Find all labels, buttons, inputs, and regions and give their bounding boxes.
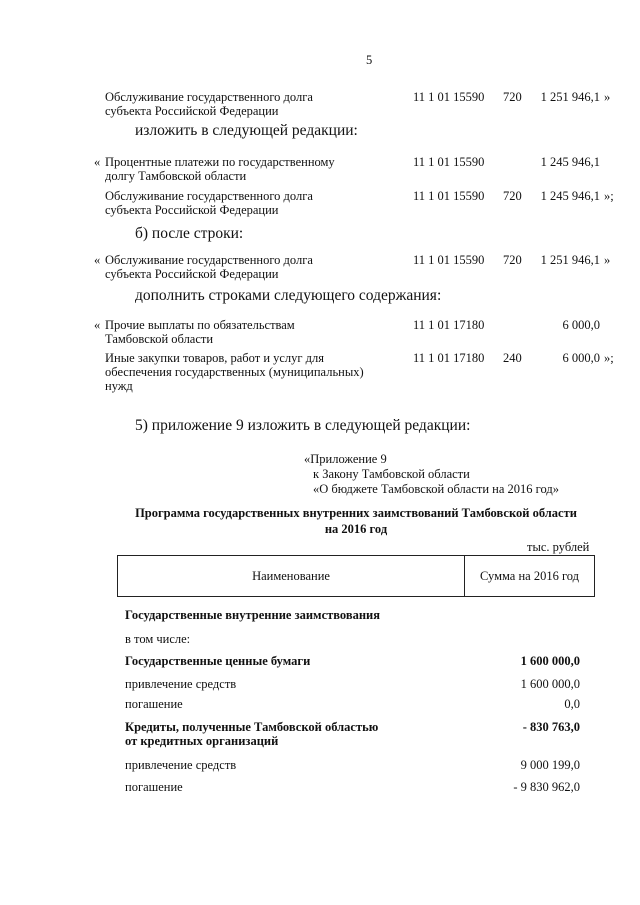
row-amount: 1 245 946,1 bbox=[540, 155, 600, 169]
table-row-value: - 830 763,0 bbox=[522, 720, 580, 734]
table-row-name: привлечение средств bbox=[125, 758, 237, 772]
table-row-name: погашение bbox=[125, 697, 183, 711]
row-amount: 1 245 946,1 bbox=[540, 189, 600, 203]
row-vr: 720 bbox=[503, 253, 522, 267]
row-amount: 6 000,0 bbox=[562, 318, 600, 332]
row-name: Обслуживание государственного долга субъекта Российской Федерации bbox=[105, 253, 313, 281]
table-row-value: - 9 830 962,0 bbox=[513, 780, 580, 794]
table-row-name: привлечение средств bbox=[125, 677, 237, 691]
instruction-heading: дополнить строками следующего содержания: bbox=[135, 287, 442, 304]
instruction-heading: б) после строки: bbox=[135, 225, 244, 242]
row-name: Обслуживание государственного долга субъекта Российской Федерации bbox=[105, 90, 313, 118]
table-row-value: 1 600 000,0 bbox=[520, 654, 580, 668]
table-row-value: 1 600 000,0 bbox=[520, 677, 580, 691]
row-code: 11 1 01 15590 bbox=[413, 90, 485, 104]
open-quote: « bbox=[94, 318, 101, 332]
row-code: 11 1 01 15590 bbox=[413, 189, 485, 203]
row-vr: 720 bbox=[503, 90, 522, 104]
header-sum: Сумма на 2016 год bbox=[479, 569, 580, 583]
table-row-name: в том числе: bbox=[125, 632, 191, 646]
table-row-name: Государственные ценные бумаги bbox=[125, 654, 311, 668]
instruction-heading: изложить в следующей редакции: bbox=[135, 122, 358, 139]
row-close-quote: »; bbox=[604, 189, 614, 203]
row-code: 11 1 01 17180 bbox=[413, 318, 485, 332]
page-number: 5 bbox=[366, 53, 373, 67]
row-close-quote: » bbox=[604, 253, 611, 267]
row-code: 11 1 01 15590 bbox=[413, 253, 485, 267]
program-title: Программа государственных внутренних заимствований Тамбовской области bbox=[135, 506, 577, 520]
row-amount: 1 251 946,1 bbox=[540, 253, 600, 267]
table-row-name: Кредиты, полученные Тамбовской областью от кредитных организаций bbox=[125, 720, 379, 748]
table-row-name: Государственные внутренние заимствования bbox=[125, 608, 381, 622]
row-name: Прочие выплаты по обязательствам Тамбовской области bbox=[105, 318, 295, 346]
row-amount: 1 251 946,1 bbox=[540, 90, 600, 104]
header-name: Наименование bbox=[252, 569, 330, 583]
row-vr: 720 bbox=[503, 189, 522, 203]
row-name: Обслуживание государственного долга субъекта Российской Федерации bbox=[105, 189, 313, 217]
row-code: 11 1 01 17180 bbox=[413, 351, 485, 365]
table-header bbox=[117, 555, 595, 597]
row-name: Иные закупки товаров, работ и услуг для обеспечения государственных (муниципальных) нужд bbox=[105, 351, 364, 393]
table-row-name: погашение bbox=[125, 780, 183, 794]
units-label: тыс. рублей bbox=[527, 540, 590, 554]
table-row-value: 0,0 bbox=[564, 697, 580, 711]
row-close-quote: » bbox=[604, 90, 611, 104]
table-row-value: 9 000 199,0 bbox=[520, 758, 580, 772]
program-title-year: на 2016 год bbox=[324, 522, 388, 536]
row-vr: 240 bbox=[503, 351, 522, 365]
appendix-line: «О бюджете Тамбовской области на 2016 год» bbox=[313, 482, 559, 496]
open-quote: « bbox=[94, 253, 101, 267]
row-name: Процентные платежи по государственному долгу Тамбовской области bbox=[105, 155, 335, 183]
instruction-item: 5) приложение 9 изложить в следующей редакции: bbox=[135, 417, 471, 434]
row-amount: 6 000,0 bbox=[562, 351, 600, 365]
row-code: 11 1 01 15590 bbox=[413, 155, 485, 169]
open-quote: « bbox=[94, 155, 101, 169]
appendix-line: «Приложение 9 bbox=[304, 452, 387, 466]
appendix-line: к Закону Тамбовской области bbox=[313, 467, 470, 481]
row-close-quote: »; bbox=[604, 351, 614, 365]
